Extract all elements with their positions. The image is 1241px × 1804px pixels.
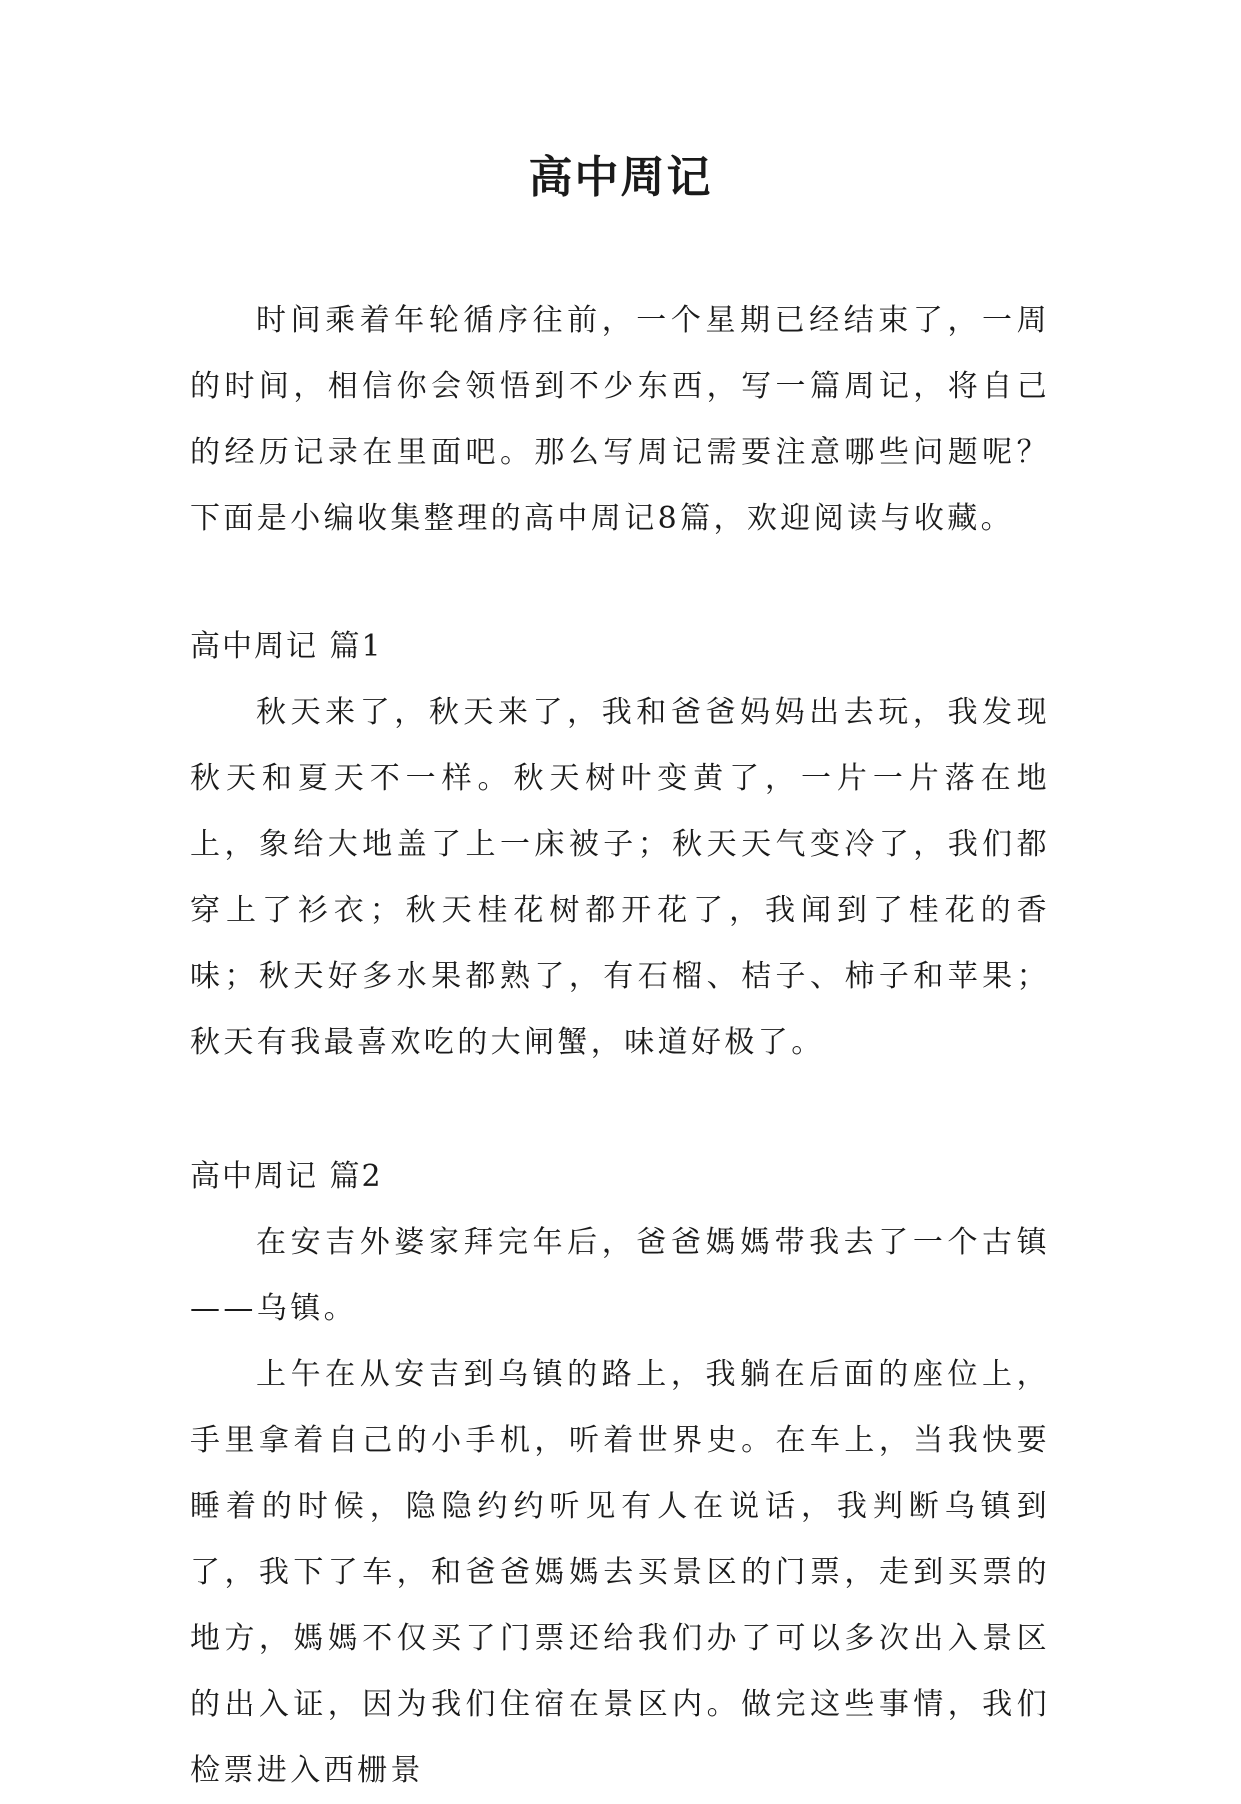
section-heading: 高中周记 篇2: [190, 1159, 383, 1194]
document-body: [190, 288, 1050, 1804]
document-title: 高中周记: [528, 152, 713, 203]
section-2: [190, 1144, 1050, 1804]
section-paragraph: 秋天来了，秋天来了，我和爸爸妈妈出去玩，我发现秋天和夏天不一样。秋天树叶变黄了，一片一片落在地上，象给大地盖了上一床被子；秋天天气变冷了，我们都穿上了衫衣；秋天桂花树都开花了，我闻到了桂花的香味；秋天好多水果都熟了，有石榴、桔子、柿子和苹果；秋天有我最喜欢吃的大闸蟹，味道好极了。: [190, 695, 1050, 1060]
section-1: [190, 614, 1050, 1076]
section-paragraph: 上午在从安吉到乌镇的路上，我躺在后面的座位上，手里拿着自己的小手机，听着世界史。在车上，当我快要睡着的时候，隐隐约约听见有人在说话，我判断乌镇到了，我下了车，和爸爸媽媽去买景区的门票，走到买票的地方，媽媽不仅买了门票还给我们办了可以多次出入景区的出入证，因为我们住宿在景区内。做完这些事情，我们检票进入西栅景: [190, 1357, 1050, 1788]
intro-paragraph: 时间乘着年轮循序往前，一个星期已经结束了，一周的时间，相信你会领悟到不少东西，写一篇周记，将自己的经历记录在里面吧。那么写周记需要注意哪些问题呢？下面是小编收集整理的高中周记8篇，欢迎阅读与收藏。: [190, 303, 1050, 536]
spacer: [190, 1076, 1050, 1144]
spacer: [190, 552, 1050, 614]
section-paragraph: 在安吉外婆家拜完年后，爸爸媽媽带我去了一个古镇——乌镇。: [190, 1225, 1050, 1326]
section-heading: 高中周记 篇1: [190, 629, 383, 664]
